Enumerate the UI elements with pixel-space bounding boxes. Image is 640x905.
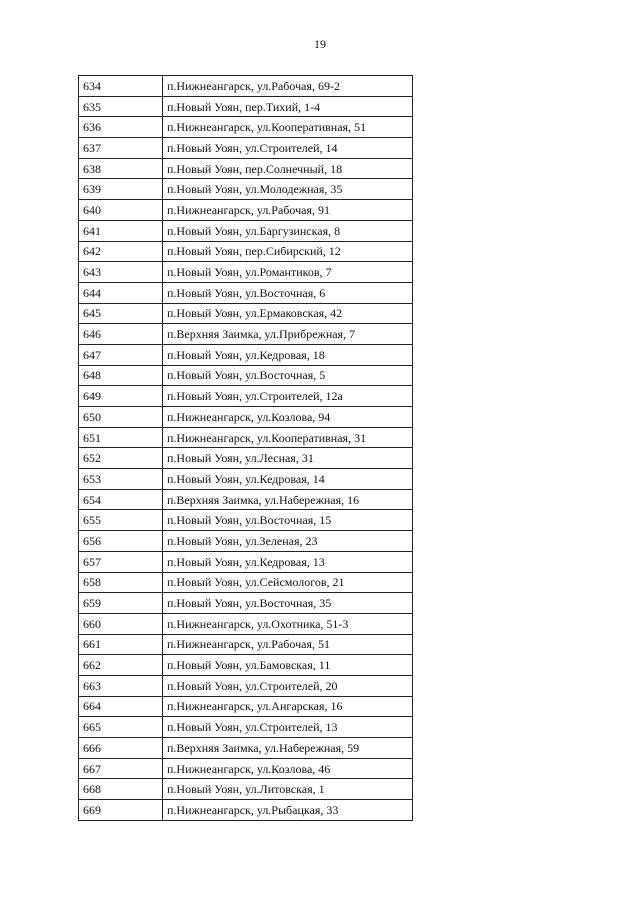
row-number-cell: 651 <box>79 427 163 448</box>
row-number-cell: 637 <box>79 138 163 159</box>
table-row <box>79 655 413 676</box>
table-row <box>79 531 413 552</box>
row-number-cell: 643 <box>79 262 163 283</box>
table-row <box>79 779 413 800</box>
row-number-cell: 666 <box>79 738 163 759</box>
row-number-cell: 645 <box>79 303 163 324</box>
address-cell: п.Новый Уоян, ул.Кедровая, 13 <box>163 551 413 572</box>
table-row <box>79 407 413 428</box>
table-row <box>79 675 413 696</box>
address-cell: п.Нижнеангарск, ул.Козлова, 46 <box>163 758 413 779</box>
address-table-body <box>79 76 413 821</box>
row-number-cell: 636 <box>79 117 163 138</box>
table-row <box>79 510 413 531</box>
address-cell: п.Новый Уоян, ул.Строителей, 20 <box>163 675 413 696</box>
address-cell: п.Новый Уоян, ул.Кедровая, 14 <box>163 469 413 490</box>
table-row <box>79 262 413 283</box>
row-number-cell: 668 <box>79 779 163 800</box>
table-row <box>79 158 413 179</box>
table-row <box>79 303 413 324</box>
table-row <box>79 758 413 779</box>
table-row <box>79 282 413 303</box>
row-number-cell: 648 <box>79 365 163 386</box>
address-cell: п.Новый Уоян, пер.Сибирский, 12 <box>163 241 413 262</box>
row-number-cell: 664 <box>79 696 163 717</box>
row-number-cell: 644 <box>79 282 163 303</box>
table-row <box>79 220 413 241</box>
row-number-cell: 663 <box>79 675 163 696</box>
table-row <box>79 200 413 221</box>
address-cell: п.Нижнеангарск, ул.Охотника, 51-3 <box>163 613 413 634</box>
address-cell: п.Новый Уоян, пер.Солнечный, 18 <box>163 158 413 179</box>
row-number-cell: 646 <box>79 324 163 345</box>
address-cell: п.Новый Уоян, ул.Лесная, 31 <box>163 448 413 469</box>
row-number-cell: 647 <box>79 344 163 365</box>
address-cell: п.Нижнеангарск, ул.Кооперативная, 51 <box>163 117 413 138</box>
row-number-cell: 654 <box>79 489 163 510</box>
row-number-cell: 655 <box>79 510 163 531</box>
row-number-cell: 657 <box>79 551 163 572</box>
row-number-cell: 653 <box>79 469 163 490</box>
table-row <box>79 593 413 614</box>
table-row <box>79 551 413 572</box>
address-cell: п.Нижнеангарск, ул.Козлова, 94 <box>163 407 413 428</box>
row-number-cell: 656 <box>79 531 163 552</box>
address-cell: п.Нижнеангарск, ул.Кооперативная, 31 <box>163 427 413 448</box>
address-cell: п.Новый Уоян, ул.Восточная, 15 <box>163 510 413 531</box>
row-number-cell: 667 <box>79 758 163 779</box>
table-row <box>79 717 413 738</box>
address-cell: п.Нижнеангарск, ул.Рабочая, 69-2 <box>163 76 413 97</box>
table-row <box>79 613 413 634</box>
address-cell: п.Нижнеангарск, ул.Рабочая, 91 <box>163 200 413 221</box>
row-number-cell: 650 <box>79 407 163 428</box>
address-cell: п.Нижнеангарск, ул.Рыбацкая, 33 <box>163 800 413 821</box>
address-cell: п.Новый Уоян, ул.Романтиков, 7 <box>163 262 413 283</box>
table-row <box>79 386 413 407</box>
table-row <box>79 138 413 159</box>
row-number-cell: 669 <box>79 800 163 821</box>
row-number-cell: 642 <box>79 241 163 262</box>
table-row <box>79 448 413 469</box>
address-cell: п.Новый Уоян, ул.Кедровая, 18 <box>163 344 413 365</box>
address-cell: п.Верхняя Заимка, ул.Набережная, 59 <box>163 738 413 759</box>
row-number-cell: 658 <box>79 572 163 593</box>
address-cell: п.Новый Уоян, ул.Строителей, 13 <box>163 717 413 738</box>
address-cell: п.Новый Уоян, пер.Тихий, 1-4 <box>163 96 413 117</box>
address-cell: п.Новый Уоян, ул.Баргузинская, 8 <box>163 220 413 241</box>
table-row <box>79 634 413 655</box>
page-number: 19 <box>314 37 326 51</box>
row-number-cell: 634 <box>79 76 163 97</box>
row-number-cell: 652 <box>79 448 163 469</box>
address-cell: п.Новый Уоян, ул.Ермаковская, 42 <box>163 303 413 324</box>
address-cell: п.Нижнеангарск, ул.Рабочая, 51 <box>163 634 413 655</box>
table-row <box>79 241 413 262</box>
table-row <box>79 572 413 593</box>
address-cell: п.Новый Уоян, ул.Строителей, 14 <box>163 138 413 159</box>
row-number-cell: 638 <box>79 158 163 179</box>
address-cell: п.Новый Уоян, ул.Восточная, 5 <box>163 365 413 386</box>
address-cell: п.Новый Уоян, ул.Сейсмологов, 21 <box>163 572 413 593</box>
address-cell: п.Верхняя Заимка, ул.Прибрежная, 7 <box>163 324 413 345</box>
table-row <box>79 489 413 510</box>
table-row <box>79 117 413 138</box>
table-row <box>79 76 413 97</box>
address-cell: п.Новый Уоян, ул.Литовская, 1 <box>163 779 413 800</box>
table-row <box>79 800 413 821</box>
address-cell: п.Новый Уоян, ул.Молодежная, 35 <box>163 179 413 200</box>
row-number-cell: 640 <box>79 200 163 221</box>
row-number-cell: 635 <box>79 96 163 117</box>
table-row <box>79 738 413 759</box>
row-number-cell: 660 <box>79 613 163 634</box>
row-number-cell: 641 <box>79 220 163 241</box>
address-cell: п.Новый Уоян, ул.Восточная, 35 <box>163 593 413 614</box>
address-cell: п.Верхняя Заимка, ул.Набережная, 16 <box>163 489 413 510</box>
table-row <box>79 344 413 365</box>
table-row <box>79 179 413 200</box>
address-cell: п.Новый Уоян, ул.Бамовская, 11 <box>163 655 413 676</box>
row-number-cell: 665 <box>79 717 163 738</box>
address-cell: п.Новый Уоян, ул.Восточная, 6 <box>163 282 413 303</box>
address-table <box>78 75 413 821</box>
row-number-cell: 639 <box>79 179 163 200</box>
table-row <box>79 696 413 717</box>
address-cell: п.Новый Уоян, ул.Строителей, 12а <box>163 386 413 407</box>
address-cell: п.Нижнеангарск, ул.Ангарская, 16 <box>163 696 413 717</box>
row-number-cell: 662 <box>79 655 163 676</box>
row-number-cell: 659 <box>79 593 163 614</box>
table-row <box>79 324 413 345</box>
table-row <box>79 96 413 117</box>
row-number-cell: 649 <box>79 386 163 407</box>
table-row <box>79 469 413 490</box>
table-row <box>79 427 413 448</box>
address-cell: п.Новый Уоян, ул.Зеленая, 23 <box>163 531 413 552</box>
table-row <box>79 365 413 386</box>
row-number-cell: 661 <box>79 634 163 655</box>
